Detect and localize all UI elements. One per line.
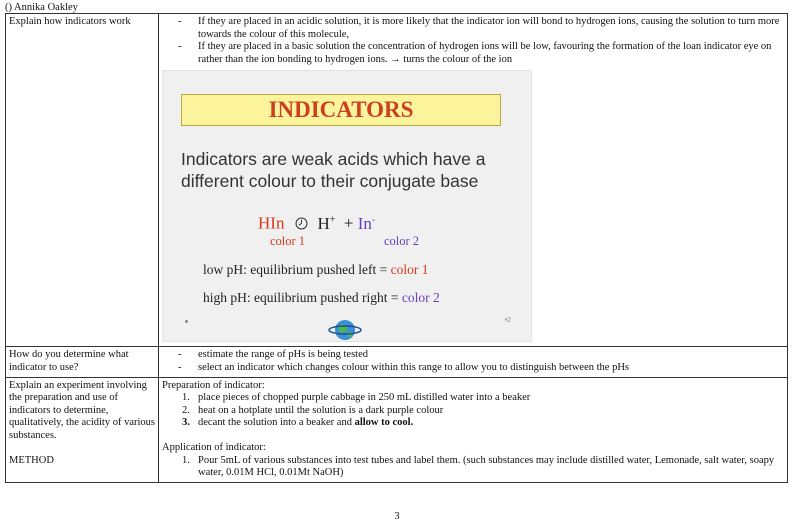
table-row xyxy=(6,377,788,482)
question-tag: METHOD xyxy=(9,454,54,466)
list-item xyxy=(182,455,784,480)
in-charge: - xyxy=(371,214,376,226)
step-number: 1. xyxy=(182,454,190,466)
app-steps xyxy=(162,455,784,480)
slide-bullet-dot xyxy=(185,320,188,323)
answer-cell xyxy=(159,377,788,482)
table-row xyxy=(6,14,788,347)
color1-label: color 1 xyxy=(270,234,306,249)
hplus-symbol: H xyxy=(317,214,330,234)
equilibrium-clock-icon xyxy=(295,217,308,232)
bullet-list xyxy=(162,349,784,374)
list-item xyxy=(182,405,784,418)
list-item xyxy=(182,392,784,405)
step-text: place pieces of chopped purple cabbage in 250 mL distilled water into a beaker xyxy=(198,392,531,404)
high-ph-color: color 2 xyxy=(401,290,440,306)
question-cell: How do you determine what indicator to use? xyxy=(6,347,159,377)
low-ph-text: low pH: equilibrium pushed left = xyxy=(203,262,391,278)
globe-logo-icon xyxy=(328,318,362,346)
plus-sign: + xyxy=(343,214,354,234)
low-ph-line xyxy=(203,264,428,277)
low-ph-color: color 1 xyxy=(390,262,429,278)
step-number: 1. xyxy=(182,392,190,404)
list-item xyxy=(182,417,784,430)
step-number: 3. xyxy=(182,417,190,429)
author-header: () Annika Oakley xyxy=(5,2,78,13)
color2-label: color 2 xyxy=(384,234,420,249)
hplus-formula xyxy=(317,214,335,233)
question-cell: Explain how indicators work xyxy=(6,14,159,347)
list-item: - select an indicator which changes colour within this range to allow you to distinguish between the pHs xyxy=(178,362,784,375)
page-number: 3 xyxy=(394,511,400,522)
prep-steps xyxy=(162,392,784,430)
slide-title: INDICATORS xyxy=(181,94,501,126)
step-text: decant the solution into a beaker and xyxy=(198,417,355,429)
question-text: Explain an experiment involving the preparation and use of indicators to determine, qualitatively, the acidity of various substances. xyxy=(9,379,155,441)
high-ph-text: high pH: equilibrium pushed right = xyxy=(203,290,402,306)
hplus-charge: + xyxy=(329,214,336,226)
list-item: - If they are placed in a basic solution the concentration of hydrogen ions will be low, favouring the formation of the loan indicator eye on rather than the ion bonding to hydrogen ions. → turns the colour of the ion xyxy=(178,41,784,66)
equilibrium-equation xyxy=(258,214,376,234)
step-number: 2. xyxy=(182,404,190,416)
in-formula xyxy=(358,214,376,233)
slide-lead-text: Indicators are weak acids which have a different colour to their conjugate base xyxy=(181,149,486,192)
indicators-slide-image xyxy=(162,70,532,342)
step-bold-text: allow to cool. xyxy=(354,417,414,429)
app-heading: Application of indicator: xyxy=(162,441,266,453)
slide-page-marker: •2 xyxy=(504,317,511,325)
list-item: - If they are placed in an acidic solution, it is more likely that the indicator ion will bond to hydrogen ions, causing the solution to turn more towards the colour of this molecule, xyxy=(178,16,784,41)
bullet-list xyxy=(162,16,784,66)
notes-table xyxy=(5,13,788,483)
step-text: heat on a hotplate until the solution is a dark purple colour xyxy=(198,404,444,416)
step-text: Pour 5mL of various substances into test tubes and label them. (such substances may include distilled water, Lemonade, salt water, soapy water, 0.01M HCl, 0.01Mt NaOH) xyxy=(198,454,775,479)
list-item: - estimate the range of pHs is being tested xyxy=(178,349,784,362)
prep-heading: Preparation of indicator: xyxy=(162,379,265,391)
table-row xyxy=(6,347,788,377)
hin-formula: HIn xyxy=(258,214,285,234)
high-ph-line xyxy=(203,292,440,305)
answer-cell xyxy=(159,347,788,377)
answer-cell xyxy=(159,14,788,347)
in-symbol: In xyxy=(357,214,372,234)
question-cell xyxy=(6,377,159,482)
